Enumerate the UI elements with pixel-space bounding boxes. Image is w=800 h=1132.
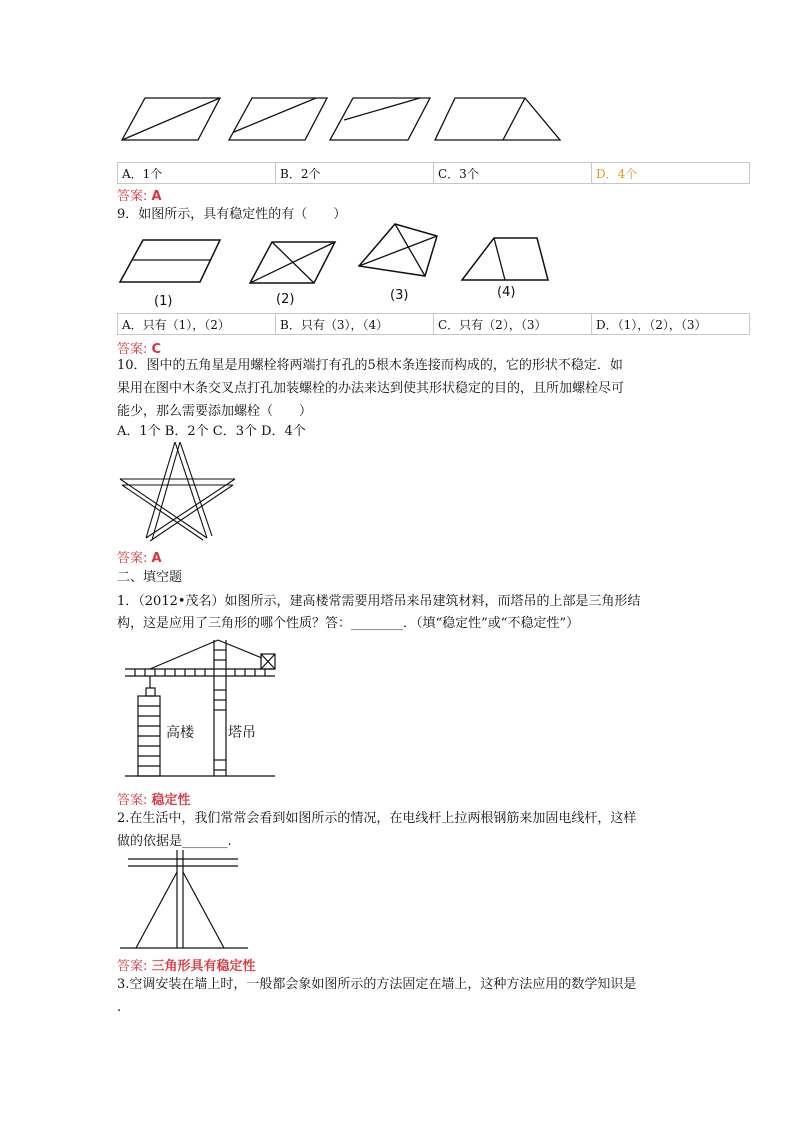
f3-line-1: 3.空调安装在墙上时，一般都会象如图所示的方法固定在墙上，这种方法应用的数学知识是 (117, 977, 637, 992)
q8-option-b[interactable]: B．2个 (276, 163, 434, 184)
f1-line-1: 1．（2012•茂名）如图所示，建高楼常需要用塔吊来吊建筑材料，而塔吊的上部是三角形结 (117, 594, 641, 609)
q10-line-3: 能少，那么需要添加螺栓（ ） (117, 404, 313, 419)
q10-line-2: 果用在图中木条交叉点打孔加装螺栓的办法来达到使其形状稳定的目的，且所加螺栓尽可 (117, 381, 625, 396)
f2-line-1: 2.在生活中，我们常常会看到如图所示的情况，在电线杆上拉两根钢筋来加固电线杆，这样 (117, 811, 637, 826)
q9-option-b[interactable]: B．只有（3），（4） (276, 314, 434, 335)
f1-line-2: 构，这是应用了三角形的哪个性质？答：________．（填“稳定性”或“不稳定性”） (117, 616, 580, 631)
q8-answer: 答案: A (117, 189, 162, 204)
q9-answer: 答案: C (117, 342, 162, 357)
q9-option-c[interactable]: C．只有（2），（3） (434, 314, 592, 335)
building-label: 高楼 (166, 725, 194, 741)
q8-option-d[interactable]: D．4个 (592, 163, 750, 184)
q9-label-1: (1) (154, 294, 173, 309)
f2-line-2: 做的依据是_______. (117, 834, 232, 849)
q9-stem: 9．如图所示，具有稳定性的有（ ） (117, 207, 347, 222)
q9-option-a[interactable]: A．只有（1），（2） (118, 314, 276, 335)
q10-choices: A．1个 B．2个 C．3个 D．4个 (117, 424, 306, 439)
f1-answer: 答案: 稳定性 (117, 793, 191, 808)
section-2-title: 二、填空题 (117, 570, 183, 585)
f2-answer: 答案: 三角形具有稳定性 (117, 959, 256, 974)
q10-line-1: 10．图中的五角星是用螺栓将两端打有孔的5根木条连接而构成的，它的形状不稳定．如 (117, 358, 623, 373)
q10-answer: 答案: A (117, 551, 162, 566)
q8-option-a[interactable]: A．1个 (118, 163, 276, 184)
q9-label-4: (4) (497, 285, 516, 300)
q9-label-3: (3) (390, 288, 409, 303)
q9-option-d[interactable]: D．（1），（2），（3） (592, 314, 750, 335)
f3-line-2: . (117, 1000, 122, 1015)
q8-option-c[interactable]: C．3个 (434, 163, 592, 184)
q9-label-2: (2) (276, 292, 295, 307)
crane-label: 塔吊 (228, 725, 256, 741)
